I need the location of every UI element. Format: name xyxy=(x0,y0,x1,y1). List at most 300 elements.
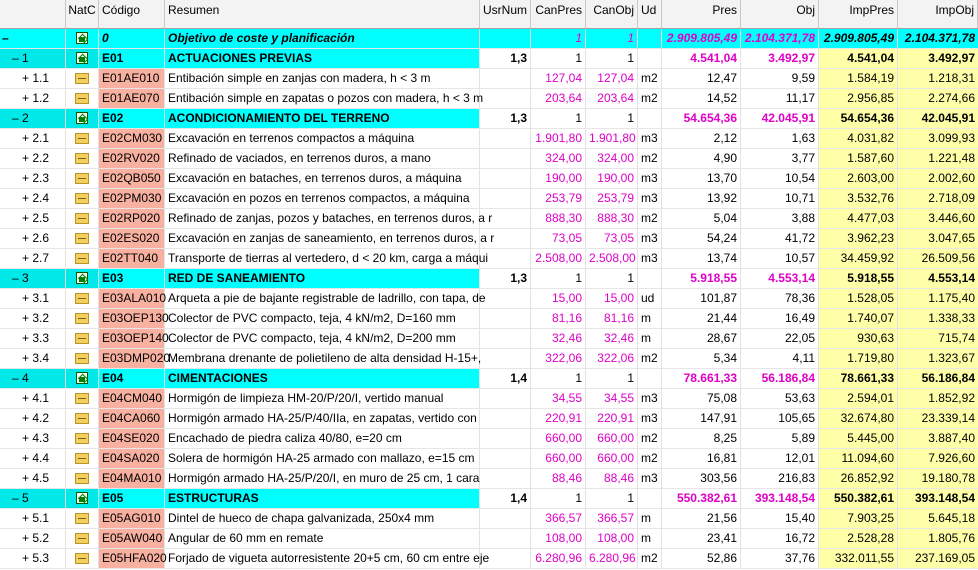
pres-cell[interactable]: 54,24 xyxy=(662,229,741,248)
resumen-cell[interactable]: Transporte de tierras al vertedero, d < 20 km, carga a máqui xyxy=(165,249,480,268)
tree-toggle[interactable]: + 1.2 xyxy=(22,91,50,105)
resumen-cell[interactable]: Refinado de vaciados, en terrenos duros, a mano xyxy=(165,149,480,168)
usrnum-cell[interactable] xyxy=(480,29,531,48)
usrnum-cell[interactable] xyxy=(480,229,531,248)
resumen-cell[interactable]: Arqueta a pie de bajante registrable de ladrillo, con tapa, de xyxy=(165,289,480,308)
header-codigo[interactable]: Código xyxy=(99,0,165,28)
canpres-cell[interactable]: 660,00 xyxy=(531,449,586,468)
table-row[interactable] xyxy=(0,49,978,69)
tree-toggle[interactable]: – 1 xyxy=(12,51,29,65)
tree-toggle[interactable]: + 2.1 xyxy=(22,131,50,145)
canobj-cell[interactable]: 190,00 xyxy=(586,169,638,188)
tree-cell[interactable] xyxy=(0,129,66,148)
usrnum-cell[interactable] xyxy=(480,309,531,328)
impobj-cell[interactable]: 2.274,66 xyxy=(898,89,978,108)
resumen-cell[interactable]: Entibación simple en zanjas con madera, h < 3 m xyxy=(165,69,480,88)
usrnum-cell[interactable] xyxy=(480,149,531,168)
usrnum-cell[interactable] xyxy=(480,509,531,528)
natc-cell[interactable] xyxy=(66,529,99,548)
impobj-cell[interactable]: 2.104.371,78 xyxy=(898,29,978,48)
natc-cell[interactable] xyxy=(66,349,99,368)
tree-cell[interactable] xyxy=(0,369,66,388)
ud-cell[interactable]: m xyxy=(638,309,662,328)
impobj-cell[interactable]: 1.221,48 xyxy=(898,149,978,168)
obj-cell[interactable]: 16,49 xyxy=(741,309,819,328)
canpres-cell[interactable]: 660,00 xyxy=(531,429,586,448)
header-obj[interactable]: Obj xyxy=(741,0,819,28)
pres-cell[interactable]: 13,70 xyxy=(662,169,741,188)
resumen-cell[interactable]: ESTRUCTURAS xyxy=(165,489,480,508)
canpres-cell[interactable]: 6.280,96 xyxy=(531,549,586,568)
header-resumen[interactable]: Resumen xyxy=(165,0,480,28)
obj-cell[interactable]: 41,72 xyxy=(741,229,819,248)
canpres-cell[interactable]: 1 xyxy=(531,269,586,288)
imppres-cell[interactable]: 2.594,01 xyxy=(819,389,898,408)
obj-cell[interactable]: 11,17 xyxy=(741,89,819,108)
canobj-cell[interactable]: 127,04 xyxy=(586,69,638,88)
table-row[interactable] xyxy=(0,189,978,209)
table-row[interactable] xyxy=(0,269,978,289)
resumen-cell[interactable]: Solera de hormigón HA-25 armado con mallazo, e=15 cm xyxy=(165,449,480,468)
resumen-cell[interactable]: Forjado de vigueta autorresistente 20+5 cm, 60 cm entre eje xyxy=(165,549,480,568)
imppres-cell[interactable]: 4.541,04 xyxy=(819,49,898,68)
codigo-cell[interactable]: E02PM030 xyxy=(99,189,165,208)
canobj-cell[interactable]: 1.901,80 xyxy=(586,129,638,148)
ud-cell[interactable]: m3 xyxy=(638,229,662,248)
natc-cell[interactable] xyxy=(66,149,99,168)
tree-toggle[interactable]: + 4.1 xyxy=(22,391,50,405)
imppres-cell[interactable]: 78.661,33 xyxy=(819,369,898,388)
codigo-cell[interactable]: E01 xyxy=(99,49,165,68)
resumen-cell[interactable]: ACTUACIONES PREVIAS xyxy=(165,49,480,68)
imppres-cell[interactable]: 1.584,19 xyxy=(819,69,898,88)
imppres-cell[interactable]: 1.587,60 xyxy=(819,149,898,168)
natc-cell[interactable] xyxy=(66,409,99,428)
codigo-cell[interactable]: E03ALA010 xyxy=(99,289,165,308)
resumen-cell[interactable]: Hormigón de limpieza HM-20/P/20/I, vertido manual xyxy=(165,389,480,408)
tree-cell[interactable] xyxy=(0,549,66,568)
obj-cell[interactable]: 9,59 xyxy=(741,69,819,88)
header-canpres[interactable]: CanPres xyxy=(531,0,586,28)
tree-toggle[interactable]: + 2.7 xyxy=(22,251,50,265)
pres-cell[interactable]: 2,12 xyxy=(662,129,741,148)
pres-cell[interactable]: 21,56 xyxy=(662,509,741,528)
imppres-cell[interactable]: 1.719,80 xyxy=(819,349,898,368)
tree-toggle[interactable]: + 3.1 xyxy=(22,291,50,305)
header-imppres[interactable]: ImpPres xyxy=(819,0,898,28)
ud-cell[interactable]: m xyxy=(638,509,662,528)
table-row[interactable] xyxy=(0,109,978,129)
obj-cell[interactable]: 105,65 xyxy=(741,409,819,428)
canpres-cell[interactable]: 15,00 xyxy=(531,289,586,308)
table-row[interactable] xyxy=(0,129,978,149)
tree-toggle[interactable]: + 2.4 xyxy=(22,191,50,205)
canpres-cell[interactable]: 1 xyxy=(531,109,586,128)
tree-cell[interactable] xyxy=(0,69,66,88)
table-row[interactable] xyxy=(0,449,978,469)
table-row[interactable] xyxy=(0,489,978,509)
tree-cell[interactable] xyxy=(0,489,66,508)
usrnum-cell[interactable] xyxy=(480,529,531,548)
usrnum-cell[interactable] xyxy=(480,209,531,228)
imppres-cell[interactable]: 3.532,76 xyxy=(819,189,898,208)
canpres-cell[interactable]: 366,57 xyxy=(531,509,586,528)
tree-toggle[interactable]: + 1.1 xyxy=(22,71,50,85)
codigo-cell[interactable]: E02 xyxy=(99,109,165,128)
tree-toggle[interactable]: + 2.5 xyxy=(22,211,50,225)
impobj-cell[interactable]: 4.553,14 xyxy=(898,269,978,288)
natc-cell[interactable] xyxy=(66,109,99,128)
ud-cell[interactable]: m2 xyxy=(638,349,662,368)
usrnum-cell[interactable]: 1,4 xyxy=(480,369,531,388)
codigo-cell[interactable]: E04SE020 xyxy=(99,429,165,448)
usrnum-cell[interactable]: 1,3 xyxy=(480,269,531,288)
pres-cell[interactable]: 2.909.805,49 xyxy=(662,29,741,48)
impobj-cell[interactable]: 1.218,31 xyxy=(898,69,978,88)
canpres-cell[interactable]: 322,06 xyxy=(531,349,586,368)
tree-toggle[interactable]: – 2 xyxy=(12,111,29,125)
canobj-cell[interactable]: 1 xyxy=(586,49,638,68)
canobj-cell[interactable]: 1 xyxy=(586,269,638,288)
imppres-cell[interactable]: 4.477,03 xyxy=(819,209,898,228)
canpres-cell[interactable]: 253,79 xyxy=(531,189,586,208)
natc-cell[interactable] xyxy=(66,129,99,148)
canpres-cell[interactable]: 1 xyxy=(531,489,586,508)
codigo-cell[interactable]: E04 xyxy=(99,369,165,388)
imppres-cell[interactable]: 4.031,82 xyxy=(819,129,898,148)
natc-cell[interactable] xyxy=(66,29,99,48)
usrnum-cell[interactable] xyxy=(480,469,531,488)
tree-toggle[interactable]: – 5 xyxy=(12,491,29,505)
canpres-cell[interactable]: 1.901,80 xyxy=(531,129,586,148)
imppres-cell[interactable]: 7.903,25 xyxy=(819,509,898,528)
canpres-cell[interactable]: 34,55 xyxy=(531,389,586,408)
codigo-cell[interactable]: E02RP020 xyxy=(99,209,165,228)
ud-cell[interactable]: m3 xyxy=(638,469,662,488)
pres-cell[interactable]: 8,25 xyxy=(662,429,741,448)
pres-cell[interactable]: 5,34 xyxy=(662,349,741,368)
tree-cell[interactable] xyxy=(0,209,66,228)
obj-cell[interactable]: 10,71 xyxy=(741,189,819,208)
impobj-cell[interactable]: 1.338,33 xyxy=(898,309,978,328)
table-row[interactable] xyxy=(0,29,978,49)
ud-cell[interactable]: m2 xyxy=(638,149,662,168)
imppres-cell[interactable]: 550.382,61 xyxy=(819,489,898,508)
tree-cell[interactable] xyxy=(0,469,66,488)
codigo-cell[interactable]: E03OEP140 xyxy=(99,329,165,348)
codigo-cell[interactable]: E04CA060 xyxy=(99,409,165,428)
resumen-cell[interactable]: CIMENTACIONES xyxy=(165,369,480,388)
natc-cell[interactable] xyxy=(66,209,99,228)
usrnum-cell[interactable] xyxy=(480,289,531,308)
tree-toggle[interactable]: – xyxy=(2,31,9,45)
resumen-cell[interactable]: Hormigón armado HA-25/P/20/I, en muro de 25 cm, 1 cara xyxy=(165,469,480,488)
table-row[interactable] xyxy=(0,369,978,389)
resumen-cell[interactable]: Angular de 60 mm en remate xyxy=(165,529,480,548)
imppres-cell[interactable]: 54.654,36 xyxy=(819,109,898,128)
ud-cell[interactable]: m xyxy=(638,529,662,548)
table-row[interactable] xyxy=(0,89,978,109)
canpres-cell[interactable]: 2.508,00 xyxy=(531,249,586,268)
resumen-cell[interactable]: Colector de PVC compacto, teja, 4 kN/m2, D=160 mm xyxy=(165,309,480,328)
canobj-cell[interactable]: 322,06 xyxy=(586,349,638,368)
natc-cell[interactable] xyxy=(66,229,99,248)
canpres-cell[interactable]: 203,64 xyxy=(531,89,586,108)
tree-cell[interactable] xyxy=(0,149,66,168)
table-row[interactable] xyxy=(0,309,978,329)
ud-cell[interactable]: ud xyxy=(638,289,662,308)
obj-cell[interactable]: 10,54 xyxy=(741,169,819,188)
resumen-cell[interactable]: Encachado de piedra caliza 40/80, e=20 cm xyxy=(165,429,480,448)
ud-cell[interactable]: m xyxy=(638,329,662,348)
codigo-cell[interactable]: E02TT040 xyxy=(99,249,165,268)
usrnum-cell[interactable]: 1,4 xyxy=(480,489,531,508)
ud-cell[interactable]: m3 xyxy=(638,249,662,268)
table-row[interactable] xyxy=(0,389,978,409)
obj-cell[interactable]: 15,40 xyxy=(741,509,819,528)
table-row[interactable] xyxy=(0,529,978,549)
tree-cell[interactable] xyxy=(0,289,66,308)
table-row[interactable] xyxy=(0,549,978,569)
natc-cell[interactable] xyxy=(66,309,99,328)
impobj-cell[interactable]: 3.099,93 xyxy=(898,129,978,148)
ud-cell[interactable] xyxy=(638,489,662,508)
imppres-cell[interactable]: 332.011,55 xyxy=(819,549,898,568)
usrnum-cell[interactable]: 1,3 xyxy=(480,49,531,68)
codigo-cell[interactable]: E05HFA020 xyxy=(99,549,165,568)
impobj-cell[interactable]: 26.509,56 xyxy=(898,249,978,268)
natc-cell[interactable] xyxy=(66,549,99,568)
impobj-cell[interactable]: 3.446,60 xyxy=(898,209,978,228)
impobj-cell[interactable]: 56.186,84 xyxy=(898,369,978,388)
codigo-cell[interactable]: E02CM030 xyxy=(99,129,165,148)
usrnum-cell[interactable] xyxy=(480,429,531,448)
table-row[interactable] xyxy=(0,169,978,189)
tree-cell[interactable] xyxy=(0,49,66,68)
imppres-cell[interactable]: 2.909.805,49 xyxy=(819,29,898,48)
obj-cell[interactable]: 4,11 xyxy=(741,349,819,368)
obj-cell[interactable]: 1,63 xyxy=(741,129,819,148)
tree-cell[interactable] xyxy=(0,249,66,268)
obj-cell[interactable]: 3,88 xyxy=(741,209,819,228)
pres-cell[interactable]: 5.918,55 xyxy=(662,269,741,288)
impobj-cell[interactable]: 393.148,54 xyxy=(898,489,978,508)
tree-toggle[interactable]: + 4.4 xyxy=(22,451,50,465)
canobj-cell[interactable]: 253,79 xyxy=(586,189,638,208)
tree-toggle[interactable]: + 3.3 xyxy=(22,331,50,345)
codigo-cell[interactable]: E02RV020 xyxy=(99,149,165,168)
table-row[interactable] xyxy=(0,69,978,89)
resumen-cell[interactable]: Membrana drenante de polietileno de alta densidad H-15+, xyxy=(165,349,480,368)
obj-cell[interactable]: 78,36 xyxy=(741,289,819,308)
tree-toggle[interactable]: + 4.2 xyxy=(22,411,50,425)
obj-cell[interactable]: 56.186,84 xyxy=(741,369,819,388)
codigo-cell[interactable]: E04MA010 xyxy=(99,469,165,488)
usrnum-cell[interactable] xyxy=(480,89,531,108)
codigo-cell[interactable]: E03DMP020 xyxy=(99,349,165,368)
tree-toggle[interactable]: + 5.2 xyxy=(22,531,50,545)
usrnum-cell[interactable] xyxy=(480,189,531,208)
natc-cell[interactable] xyxy=(66,489,99,508)
canobj-cell[interactable]: 324,00 xyxy=(586,149,638,168)
ud-cell[interactable]: m3 xyxy=(638,409,662,428)
impobj-cell[interactable]: 3.887,40 xyxy=(898,429,978,448)
resumen-cell[interactable]: Hormigón armado HA-25/P/40/IIa, en zapatas, vertido con xyxy=(165,409,480,428)
tree-cell[interactable] xyxy=(0,409,66,428)
codigo-cell[interactable]: 0 xyxy=(99,29,165,48)
header-usrnum[interactable]: UsrNum xyxy=(480,0,531,28)
canobj-cell[interactable]: 6.280,96 xyxy=(586,549,638,568)
table-row[interactable] xyxy=(0,209,978,229)
pres-cell[interactable]: 54.654,36 xyxy=(662,109,741,128)
imppres-cell[interactable]: 34.459,92 xyxy=(819,249,898,268)
usrnum-cell[interactable] xyxy=(480,169,531,188)
table-row[interactable] xyxy=(0,469,978,489)
ud-cell[interactable]: m3 xyxy=(638,189,662,208)
tree-cell[interactable] xyxy=(0,189,66,208)
impobj-cell[interactable]: 1.805,76 xyxy=(898,529,978,548)
table-row[interactable] xyxy=(0,229,978,249)
canobj-cell[interactable]: 34,55 xyxy=(586,389,638,408)
tree-toggle[interactable]: + 5.3 xyxy=(22,551,50,565)
canpres-cell[interactable]: 190,00 xyxy=(531,169,586,188)
pres-cell[interactable]: 4,90 xyxy=(662,149,741,168)
pres-cell[interactable]: 4.541,04 xyxy=(662,49,741,68)
canpres-cell[interactable]: 1 xyxy=(531,29,586,48)
table-row[interactable] xyxy=(0,349,978,369)
canobj-cell[interactable]: 220,91 xyxy=(586,409,638,428)
obj-cell[interactable]: 22,05 xyxy=(741,329,819,348)
tree-cell[interactable] xyxy=(0,169,66,188)
ud-cell[interactable]: m3 xyxy=(638,129,662,148)
tree-cell[interactable] xyxy=(0,329,66,348)
tree-toggle[interactable]: + 4.5 xyxy=(22,471,50,485)
pres-cell[interactable]: 550.382,61 xyxy=(662,489,741,508)
canobj-cell[interactable]: 366,57 xyxy=(586,509,638,528)
resumen-cell[interactable]: RED DE SANEAMIENTO xyxy=(165,269,480,288)
imppres-cell[interactable]: 930,63 xyxy=(819,329,898,348)
ud-cell[interactable]: m3 xyxy=(638,389,662,408)
resumen-cell[interactable]: Colector de PVC compacto, teja, 4 kN/m2, D=200 mm xyxy=(165,329,480,348)
natc-cell[interactable] xyxy=(66,49,99,68)
obj-cell[interactable]: 393.148,54 xyxy=(741,489,819,508)
natc-cell[interactable] xyxy=(66,509,99,528)
codigo-cell[interactable]: E05AG010 xyxy=(99,509,165,528)
canobj-cell[interactable]: 888,30 xyxy=(586,209,638,228)
impobj-cell[interactable]: 2.002,60 xyxy=(898,169,978,188)
tree-cell[interactable] xyxy=(0,509,66,528)
tree-toggle[interactable]: + 2.3 xyxy=(22,171,50,185)
codigo-cell[interactable]: E02QB050 xyxy=(99,169,165,188)
canobj-cell[interactable]: 1 xyxy=(586,109,638,128)
ud-cell[interactable] xyxy=(638,49,662,68)
pres-cell[interactable]: 12,47 xyxy=(662,69,741,88)
pres-cell[interactable]: 5,04 xyxy=(662,209,741,228)
canpres-cell[interactable]: 73,05 xyxy=(531,229,586,248)
usrnum-cell[interactable] xyxy=(480,349,531,368)
ud-cell[interactable] xyxy=(638,269,662,288)
canobj-cell[interactable]: 1 xyxy=(586,29,638,48)
imppres-cell[interactable]: 32.674,80 xyxy=(819,409,898,428)
imppres-cell[interactable]: 11.094,60 xyxy=(819,449,898,468)
codigo-cell[interactable]: E01AE070 xyxy=(99,89,165,108)
obj-cell[interactable]: 3.492,97 xyxy=(741,49,819,68)
ud-cell[interactable] xyxy=(638,369,662,388)
table-row[interactable] xyxy=(0,149,978,169)
header-natc[interactable]: NatC xyxy=(66,0,99,28)
obj-cell[interactable]: 37,76 xyxy=(741,549,819,568)
tree-cell[interactable] xyxy=(0,89,66,108)
ud-cell[interactable]: m2 xyxy=(638,89,662,108)
usrnum-cell[interactable]: 1,3 xyxy=(480,109,531,128)
resumen-cell[interactable]: Refinado de zanjas, pozos y bataches, en terrenos duros, a r xyxy=(165,209,480,228)
ud-cell[interactable]: m2 xyxy=(638,209,662,228)
usrnum-cell[interactable] xyxy=(480,249,531,268)
canobj-cell[interactable]: 73,05 xyxy=(586,229,638,248)
table-row[interactable] xyxy=(0,249,978,269)
canpres-cell[interactable]: 1 xyxy=(531,369,586,388)
pres-cell[interactable]: 75,08 xyxy=(662,389,741,408)
usrnum-cell[interactable] xyxy=(480,549,531,568)
natc-cell[interactable] xyxy=(66,69,99,88)
tree-cell[interactable] xyxy=(0,429,66,448)
obj-cell[interactable]: 5,89 xyxy=(741,429,819,448)
natc-cell[interactable] xyxy=(66,169,99,188)
natc-cell[interactable] xyxy=(66,429,99,448)
impobj-cell[interactable]: 19.180,78 xyxy=(898,469,978,488)
resumen-cell[interactable]: Excavación en bataches, en terrenos duros, a máquina xyxy=(165,169,480,188)
tree-toggle[interactable]: + 2.6 xyxy=(22,231,50,245)
tree-cell[interactable] xyxy=(0,29,66,48)
tree-toggle[interactable]: – 3 xyxy=(12,271,29,285)
codigo-cell[interactable]: E05AW040 xyxy=(99,529,165,548)
resumen-cell[interactable]: Dintel de hueco de chapa galvanizada, 250x4 mm xyxy=(165,509,480,528)
table-row[interactable] xyxy=(0,289,978,309)
tree-cell[interactable] xyxy=(0,309,66,328)
pres-cell[interactable]: 78.661,33 xyxy=(662,369,741,388)
header-impobj[interactable]: ImpObj xyxy=(898,0,978,28)
pres-cell[interactable]: 13,74 xyxy=(662,249,741,268)
ud-cell[interactable] xyxy=(638,29,662,48)
usrnum-cell[interactable] xyxy=(480,69,531,88)
impobj-cell[interactable]: 7.926,60 xyxy=(898,449,978,468)
canpres-cell[interactable]: 1 xyxy=(531,49,586,68)
canobj-cell[interactable]: 660,00 xyxy=(586,449,638,468)
canobj-cell[interactable]: 203,64 xyxy=(586,89,638,108)
impobj-cell[interactable]: 2.718,09 xyxy=(898,189,978,208)
imppres-cell[interactable]: 1.528,05 xyxy=(819,289,898,308)
pres-cell[interactable]: 16,81 xyxy=(662,449,741,468)
obj-cell[interactable]: 10,57 xyxy=(741,249,819,268)
resumen-cell[interactable]: ACONDICIONAMIENTO DEL TERRENO xyxy=(165,109,480,128)
impobj-cell[interactable]: 715,74 xyxy=(898,329,978,348)
pres-cell[interactable]: 303,56 xyxy=(662,469,741,488)
canobj-cell[interactable]: 88,46 xyxy=(586,469,638,488)
canpres-cell[interactable]: 220,91 xyxy=(531,409,586,428)
resumen-cell[interactable]: Excavación en terrenos compactos a máquina xyxy=(165,129,480,148)
canobj-cell[interactable]: 32,46 xyxy=(586,329,638,348)
canpres-cell[interactable]: 888,30 xyxy=(531,209,586,228)
ud-cell[interactable]: m2 xyxy=(638,69,662,88)
usrnum-cell[interactable] xyxy=(480,409,531,428)
codigo-cell[interactable]: E05 xyxy=(99,489,165,508)
ud-cell[interactable]: m3 xyxy=(638,169,662,188)
header-tree[interactable] xyxy=(0,0,66,28)
imppres-cell[interactable]: 5.918,55 xyxy=(819,269,898,288)
natc-cell[interactable] xyxy=(66,189,99,208)
pres-cell[interactable]: 13,92 xyxy=(662,189,741,208)
imppres-cell[interactable]: 2.603,00 xyxy=(819,169,898,188)
